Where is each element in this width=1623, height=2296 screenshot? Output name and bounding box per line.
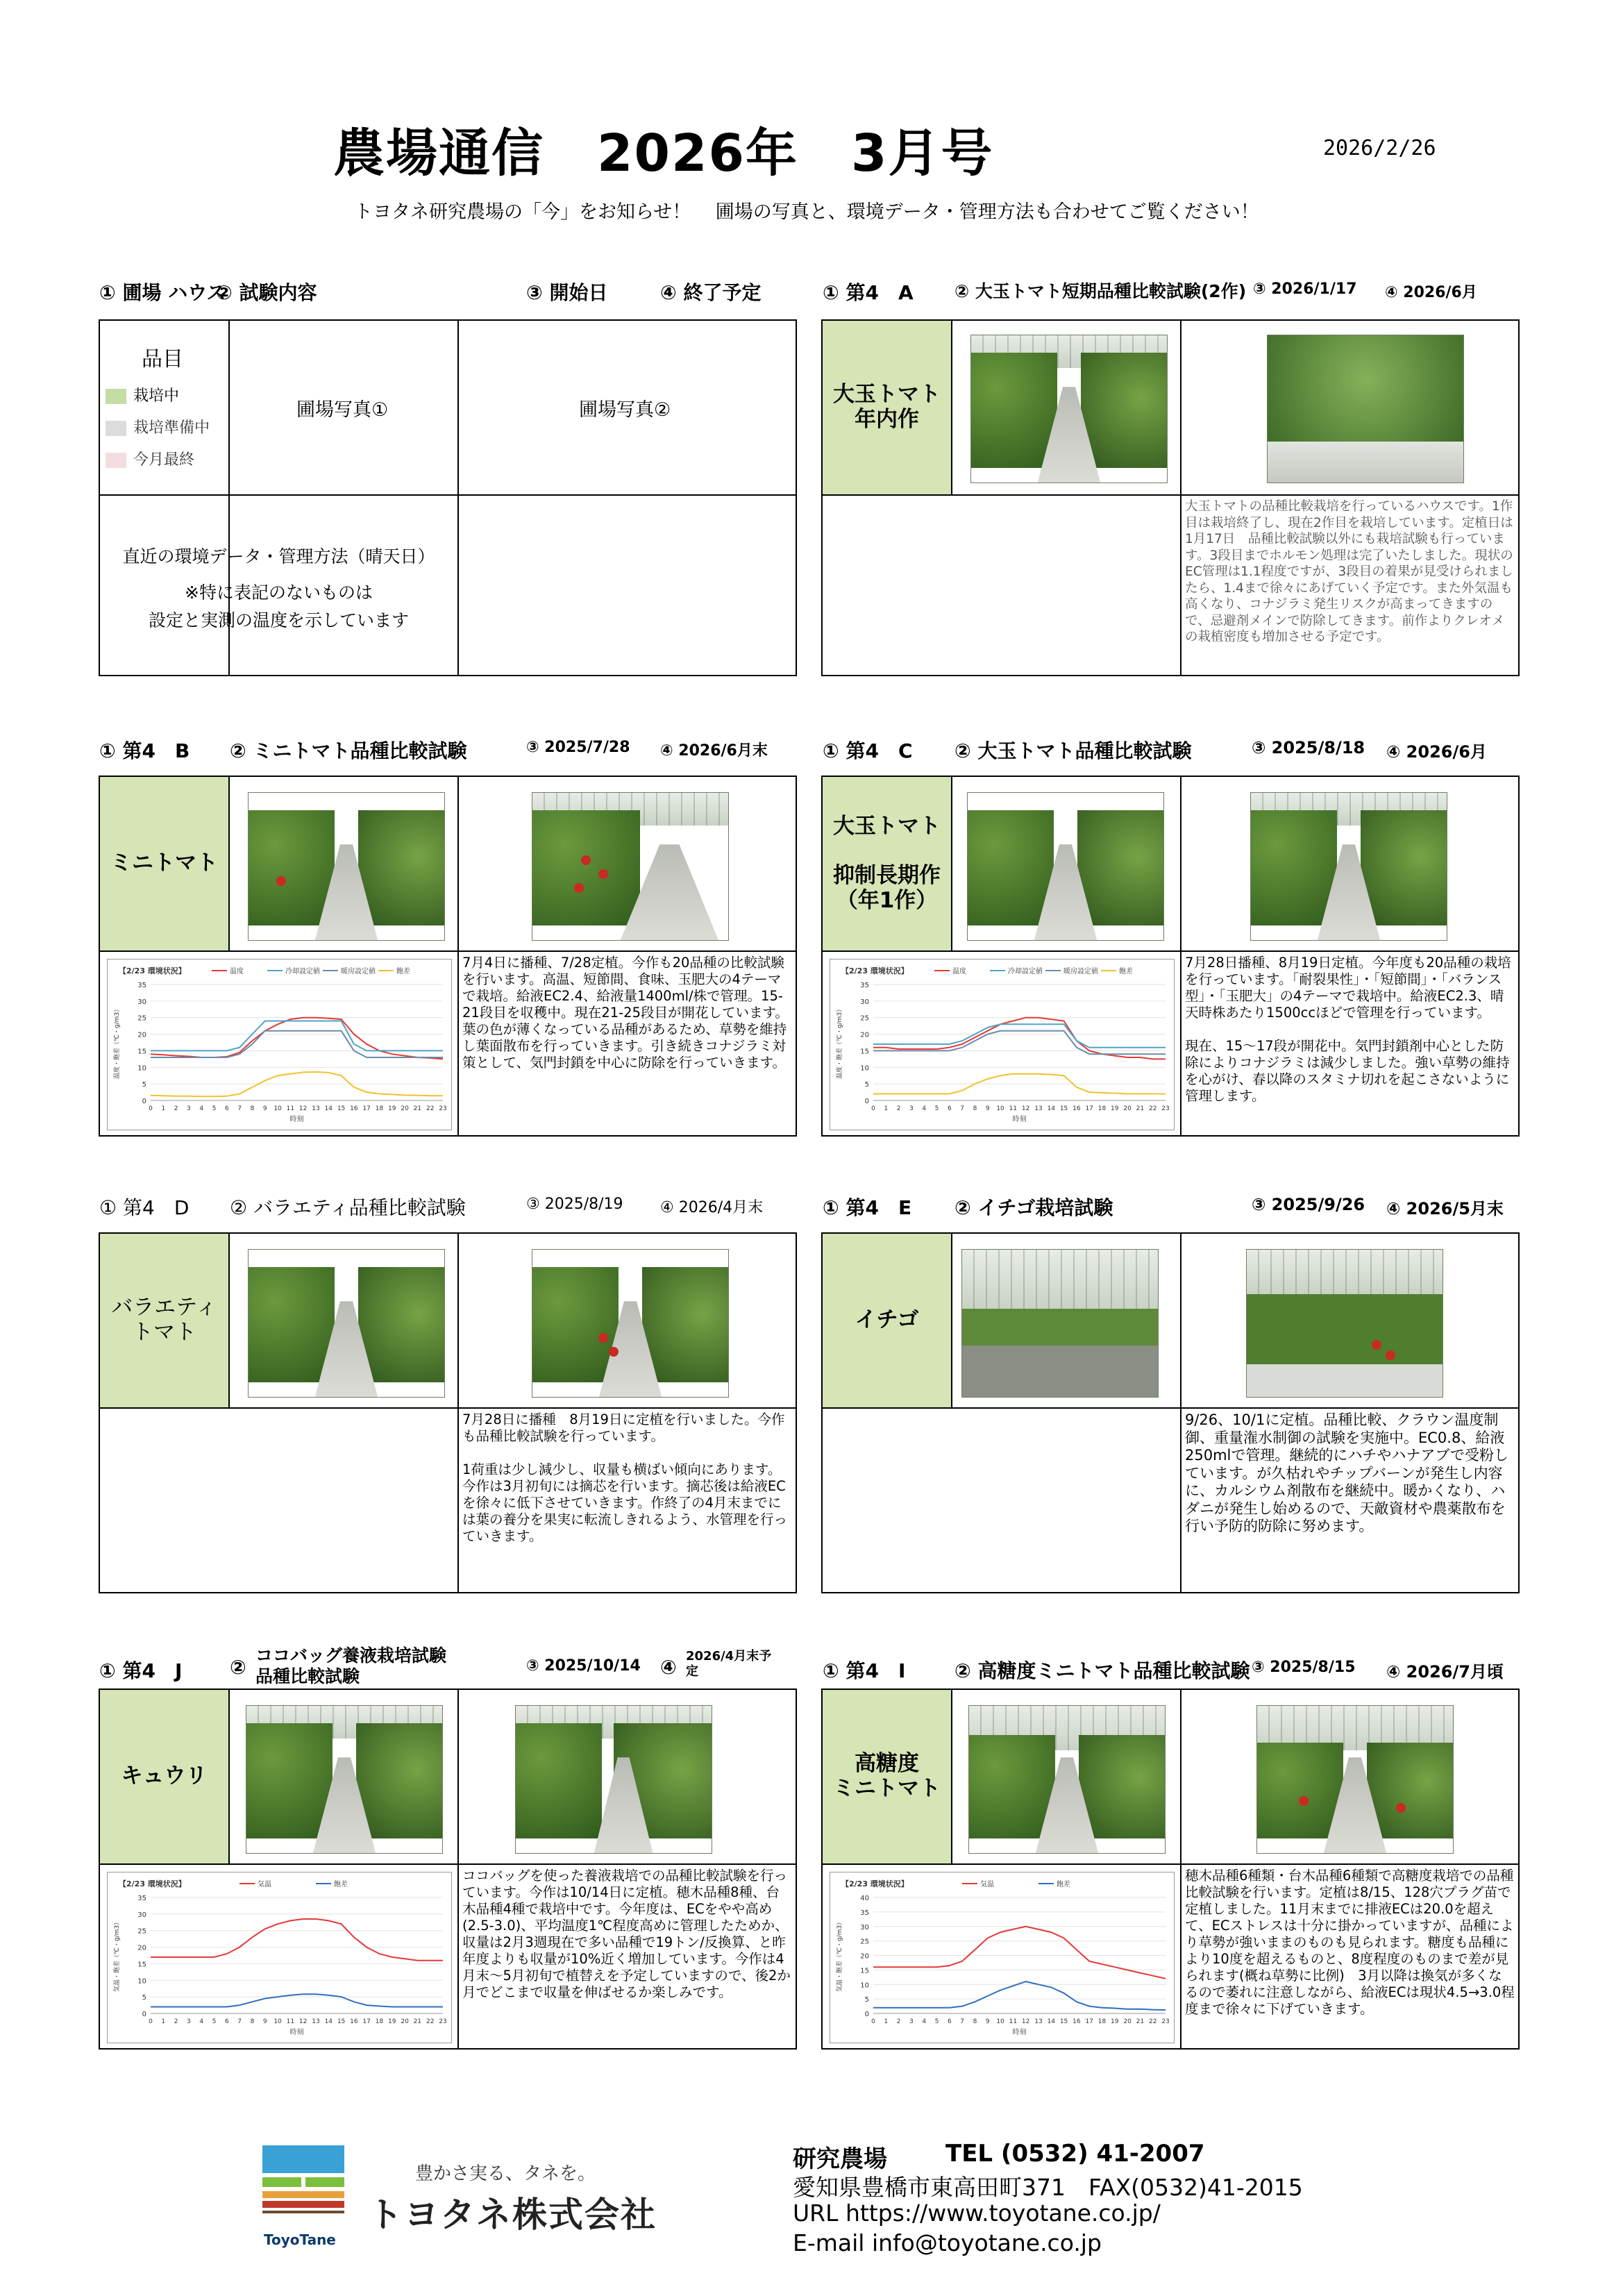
x-axis-label: 時刻 <box>289 1116 304 1123</box>
y-tick-label: 40 <box>860 1895 869 1902</box>
section-a-trial: ② 大玉トマト短期品種比較試験(2作) <box>955 281 1247 301</box>
x-tick-label: 0 <box>149 2018 153 2025</box>
section-b-house: ① 第4 B <box>99 739 190 762</box>
x-tick-label: 2 <box>174 1105 178 1112</box>
x-tick-label: 5 <box>934 1105 939 1112</box>
y-tick-label: 15 <box>137 1961 146 1969</box>
section-a-crop: 大玉トマト 年内作 <box>823 321 951 494</box>
x-tick-label: 13 <box>312 2018 320 2025</box>
y-tick-label: 25 <box>137 1927 146 1936</box>
issue-date: 2026/2/26 <box>1323 136 1436 160</box>
y-tick-label: 5 <box>864 1996 869 2004</box>
section-c-photo2 <box>1250 792 1447 941</box>
contact-tel: TEL (0532) 41-2007 <box>945 2140 1205 2168</box>
x-tick-label: 15 <box>337 1105 346 1112</box>
section-j-trial-line1: ココバッグ養液栽培試験 <box>255 1645 447 1666</box>
legend-color-list <box>106 387 227 491</box>
x-tick-label: 3 <box>187 2018 191 2025</box>
y-tick-label: 0 <box>142 2011 146 2018</box>
section-c-env-chart <box>830 959 1175 1130</box>
x-tick-label: 12 <box>1021 2018 1030 2025</box>
x-tick-label: 12 <box>1021 1105 1030 1112</box>
y-tick-label: 35 <box>860 982 869 989</box>
section-d-photo1 <box>248 1249 445 1398</box>
x-tick-label: 2 <box>896 2018 901 2025</box>
section-j-panel <box>99 1689 797 2050</box>
section-d-start: ③ 2025/8/19 <box>526 1196 623 1213</box>
x-tick-label: 20 <box>1123 2018 1132 2025</box>
x-tick-label: 1 <box>884 2018 889 2025</box>
series-line-0 <box>873 1927 1166 1979</box>
y-tick-label: 10 <box>137 1064 146 1073</box>
x-tick-label: 15 <box>337 2018 346 2025</box>
x-tick-label: 7 <box>237 2018 242 2025</box>
x-tick-label: 19 <box>388 2018 396 2025</box>
section-e-house: ① 第4 E <box>823 1196 912 1219</box>
x-tick-label: 22 <box>426 1105 435 1112</box>
x-tick-label: 5 <box>934 2018 939 2025</box>
x-tick-label: 20 <box>1123 1105 1132 1112</box>
x-tick-label: 9 <box>262 1105 267 1112</box>
x-tick-label: 5 <box>212 2018 217 2025</box>
section-e-photo2 <box>1246 1249 1443 1398</box>
section-j-description: ココバッグを使った養液栽培での品種比較試験を行っています。今作は10/14日に定植。穂木品種8種、台木品種4種で栽培中です。今年度は、ECをやや高め(2.5-3.0)、平均温度1℃程度高めに管理したためか、収量は2月3週現在で多い品種で19トン/反換算、と昨年度よりも収量が10%近く増加しています。今作は4月末～5月初旬で植替えを予定していますので、後2か月でどこまで収量を伸ばせるか楽しみです。 <box>462 1868 791 2000</box>
section-d-end: ④ 2026/4月末 <box>660 1199 764 1216</box>
x-tick-label: 1 <box>161 2018 166 2025</box>
contact-url[interactable]: URL https://www.toyotane.co.jp/ <box>793 2199 1161 2227</box>
legend-label-2: 暖房設定値 <box>1063 968 1098 975</box>
x-tick-label: 12 <box>298 2018 308 2025</box>
x-tick-label: 15 <box>1059 2018 1068 2025</box>
x-tick-label: 19 <box>388 1105 396 1112</box>
x-tick-label: 23 <box>1161 2018 1170 2025</box>
y-axis-label: 温度・飽差（℃・g/m3） <box>836 1005 843 1080</box>
x-tick-label: 10 <box>274 1105 282 1112</box>
legend-env-note: 直近の環境データ・管理方法（晴天日） ※特に表記のないものは 設定と実測の温度を示しています <box>122 546 435 630</box>
x-tick-label: 7 <box>960 2018 964 2025</box>
y-tick-label: 5 <box>142 1081 146 1089</box>
x-tick-label: 11 <box>1009 1105 1018 1112</box>
legend-h4: ④ 終了予定 <box>660 281 762 304</box>
company-name: トヨタネ株式会社 <box>368 2195 657 2235</box>
x-tick-label: 14 <box>324 1105 333 1112</box>
section-i-end: ④ 2026/7月頃 <box>1386 1662 1504 1682</box>
legend-growing: 栽培中 <box>106 387 179 406</box>
x-tick-label: 21 <box>1136 2018 1145 2025</box>
y-tick-label: 30 <box>860 1923 869 1932</box>
x-tick-label: 10 <box>996 1105 1004 1112</box>
contact-address: 愛知県豊橋市東高田町371 FAX(0532)41-2015 <box>793 2174 1303 2201</box>
y-tick-label: 5 <box>142 1994 146 2002</box>
y-tick-label: 15 <box>860 1967 869 1975</box>
y-tick-label: 25 <box>860 1938 869 1946</box>
x-tick-label: 14 <box>1047 1105 1055 1112</box>
x-tick-label: 10 <box>274 2018 282 2025</box>
x-tick-label: 11 <box>1009 2018 1018 2025</box>
section-e-photo1 <box>961 1249 1159 1398</box>
x-tick-label: 8 <box>973 2018 977 2025</box>
x-tick-label: 11 <box>286 1105 295 1112</box>
section-i-description: 穂木品種6種類・台木品種6種類で高糖度栽培での品種比較試験を行います。定植は8/15、128穴プラグ苗で定植しました。11月末までに排液ECは20.0を超えて、ECストレスは十分に掛かっていますが、品種により草勢が強いままのものも見られます。糖度も品種により10度を超えるものと、8度程度のものまで差が見られます(概ね草勢に比例) 3月以降は換気が多くなるので萎れに注意しながら、給液ECは現状4.5→3.0程度まで徐々に下げていきます。 <box>1185 1868 1515 2017</box>
section-j-house: ① 第4 J <box>99 1659 183 1682</box>
section-c-panel <box>821 776 1520 1137</box>
section-b-start: ③ 2025/7/28 <box>526 739 630 756</box>
x-tick-label: 0 <box>871 2018 875 2025</box>
x-tick-label: 18 <box>1098 2018 1107 2025</box>
chart-title: 【2/23 環境状況】 <box>841 1879 909 1888</box>
page-title: 農場通信 2026年 3月号 <box>333 124 994 183</box>
toyotane-logo <box>262 2145 344 2227</box>
y-tick-label: 15 <box>860 1048 869 1056</box>
x-tick-label: 8 <box>250 1105 255 1112</box>
series-line-1 <box>151 1021 443 1051</box>
x-tick-label: 22 <box>1148 1105 1157 1112</box>
section-a-photo2 <box>1267 335 1464 483</box>
x-tick-label: 4 <box>199 1105 204 1112</box>
x-axis-label: 時刻 <box>289 2029 304 2036</box>
legend-swatch-growing <box>106 389 126 404</box>
y-tick-label: 25 <box>137 1014 146 1023</box>
section-b-crop: ミニトマト <box>100 777 228 950</box>
section-c-trial: ② 大玉トマト品種比較試験 <box>955 739 1192 762</box>
x-tick-label: 9 <box>985 2018 990 2025</box>
section-d-house: ① 第4 D <box>99 1196 190 1219</box>
y-tick-label: 20 <box>137 1031 146 1039</box>
section-e-trial: ② イチゴ栽培試験 <box>955 1196 1113 1219</box>
section-b-photo2 <box>532 792 729 941</box>
x-tick-label: 20 <box>401 1105 409 1112</box>
section-j-photo2 <box>515 1705 712 1854</box>
x-tick-label: 1 <box>161 1105 166 1112</box>
x-tick-label: 2 <box>174 2018 178 2025</box>
x-tick-label: 13 <box>1034 1105 1043 1112</box>
x-tick-label: 1 <box>884 1105 889 1112</box>
legend-label-0: 温度 <box>952 968 966 975</box>
y-tick-label: 30 <box>137 998 146 1006</box>
section-c-crop: 大玉トマト 抑制長期作 （年1作） <box>823 777 951 950</box>
section-i-start: ③ 2025/8/15 <box>1252 1659 1356 1676</box>
contact-email[interactable]: E-mail info@toyotane.co.jp <box>793 2229 1102 2256</box>
series-line-1 <box>873 1024 1166 1047</box>
x-axis-label: 時刻 <box>1012 2029 1027 2036</box>
section-e-end: ④ 2026/5月末 <box>1386 1199 1504 1218</box>
x-tick-label: 7 <box>960 1105 964 1112</box>
y-tick-label: 30 <box>860 998 869 1006</box>
x-tick-label: 19 <box>1111 1105 1119 1112</box>
series-line-0 <box>151 1919 443 1961</box>
x-tick-label: 7 <box>237 1105 242 1112</box>
y-tick-label: 0 <box>864 1098 869 1105</box>
section-e-description: 9/26、10/1に定植。品種比較、クラウン温度制御、重量潅水制御の試験を実施中。EC0.8、給液250mlで管理。継続的にハチやハナアブで受粉しています。が久枯れやチップバーンが発生し内容に、カルシウム剤散布を継続中。暖かくなり、ハダニが発生し始めるので、天敵資材や農薬散布を行い予防的防除に努めます。 <box>1185 1411 1509 1534</box>
section-a-description: 大玉トマトの品種比較栽培を行っているハウスです。1作目は栽培終了し、現在2作目を栽培しています。定植日は1月17日 品種比較試験以外にも栽培試験も行っています。3段目までホルモン処理は完了いたしました。現状のEC管理は1.1程度ですが、3段目の着果が見受けられましたら、1.4まで徐々にあげていく予定です。また外気温も高くなり、コナジラミ発生リスクが高まってきますので、忌避剤メインで防除してきます。前作よりクレオメの栽植密度も増加させる予定です。 <box>1185 499 1513 644</box>
section-b-photo1 <box>248 792 445 941</box>
x-tick-label: 6 <box>947 1105 952 1112</box>
legend-item-title: 品目 <box>142 347 183 371</box>
section-a-photo1 <box>970 335 1168 483</box>
x-tick-label: 19 <box>1111 2018 1119 2025</box>
y-tick-label: 35 <box>137 1895 146 1902</box>
section-i-crop: 高糖度 ミニトマト <box>823 1690 951 1863</box>
x-tick-label: 21 <box>413 1105 422 1112</box>
y-axis-label: 気温・飽差（℃・g/m3） <box>836 1918 843 1993</box>
legend-label-0: 温度 <box>230 968 244 975</box>
legend-final-month: 今月最終 <box>106 451 194 470</box>
section-c-start: ③ 2025/8/18 <box>1252 738 1365 757</box>
brand-tagline: 豊かさ実る、タネを。 <box>415 2163 596 2184</box>
legend-label-1: 飽差 <box>1057 1881 1070 1888</box>
legend-h3: ③ 開始日 <box>526 281 608 304</box>
section-e-panel <box>821 1232 1520 1593</box>
section-a-house: ① 第4 A <box>823 281 914 304</box>
y-tick-label: 30 <box>137 1911 146 1919</box>
contact-title: 研究農場 <box>793 2145 887 2173</box>
x-tick-label: 17 <box>1085 1105 1093 1112</box>
x-tick-label: 23 <box>439 2018 447 2025</box>
x-tick-label: 22 <box>426 2018 435 2025</box>
legend-preparing: 栽培準備中 <box>106 419 210 438</box>
section-i-house: ① 第4 I <box>823 1659 906 1682</box>
x-tick-label: 8 <box>973 1105 977 1112</box>
legend-h1: ① 圃場 ハウス <box>99 281 226 304</box>
x-tick-label: 17 <box>1085 2018 1093 2025</box>
x-tick-label: 17 <box>362 1105 371 1112</box>
legend-label-1: 飽差 <box>334 1881 348 1888</box>
section-i-env-chart <box>830 1872 1175 2043</box>
section-i-photo1 <box>968 1705 1166 1854</box>
x-tick-label: 21 <box>1136 1105 1145 1112</box>
section-b-description: 7月4日に播種、7/28定植。今作も20品種の比較試験を行います。高温、短節間、食味、玉肥大の4テーマで栽培。給液EC2.4、給液量1400ml/株で管理。15-21段目を収穫中。現在21-25段目が開花しています。葉の色が薄くなっている品種があるため、草勢を維持し葉面散布を行っていきます。引き続きコナジラミ対策として、気門封鎖を中心に防除を行っていきます。 <box>462 955 789 1071</box>
legend-label-2: 暖房設定値 <box>341 968 376 975</box>
x-tick-label: 16 <box>1073 2018 1081 2025</box>
section-j-photo1 <box>246 1705 443 1854</box>
legend-panel <box>99 319 797 676</box>
y-tick-label: 10 <box>137 1977 146 1986</box>
legend-label-1: 冷却設定値 <box>285 968 320 975</box>
section-b-trial: ② ミニトマト品種比較試験 <box>230 739 467 762</box>
section-j-trial-num: ② <box>230 1656 246 1679</box>
legend-label-0: 気温 <box>258 1881 271 1888</box>
legend-swatch-final <box>106 453 126 468</box>
section-j-env-chart <box>107 1872 452 2043</box>
x-tick-label: 11 <box>286 2018 295 2025</box>
chart-title: 【2/23 環境状況】 <box>119 1879 186 1888</box>
x-tick-label: 9 <box>985 1105 990 1112</box>
legend-photo2-label: 圃場写真② <box>579 399 671 421</box>
section-d-panel <box>99 1232 797 1593</box>
legend-label-1: 冷却設定値 <box>1008 968 1043 975</box>
y-tick-label: 15 <box>137 1048 146 1056</box>
x-axis-label: 時刻 <box>1012 1116 1027 1123</box>
section-b-end: ④ 2026/6月末 <box>660 742 768 760</box>
section-a-end: ④ 2026/6月 <box>1385 284 1477 301</box>
section-d-description: 7月28日に播種 8月19日に定植を行いました。今作も品種比較試験を行っています。 1荷重は少し減少し、収量も横ばい傾向にあります。今作は3月初旬には摘芯を行います。摘芯後は給液ECを徐々に低下させていきます。作終了の4月末までには葉の養分を果実に転流しきれるよう、水管理を行っていきます。 <box>462 1411 788 1544</box>
logo-wordmark: ToyoTane <box>264 2231 336 2248</box>
section-j-start: ③ 2025/10/14 <box>526 1657 641 1675</box>
chart-title: 【2/23 環境状況】 <box>119 966 186 975</box>
section-i-photo2 <box>1256 1705 1454 1854</box>
section-e-start: ③ 2025/9/26 <box>1252 1195 1365 1214</box>
x-tick-label: 18 <box>375 2018 384 2025</box>
y-tick-label: 20 <box>137 1944 146 1952</box>
series-line-1 <box>151 1994 443 2006</box>
series-line-3 <box>151 1072 443 1096</box>
x-tick-label: 0 <box>871 1105 875 1112</box>
x-tick-label: 2 <box>896 1105 901 1112</box>
x-tick-label: 22 <box>1148 2018 1157 2025</box>
x-tick-label: 14 <box>1047 2018 1055 2025</box>
section-b-env-chart <box>107 959 452 1130</box>
x-tick-label: 18 <box>1098 1105 1107 1112</box>
x-tick-label: 4 <box>199 2018 204 2025</box>
x-tick-label: 21 <box>413 2018 422 2025</box>
y-tick-label: 10 <box>860 1981 869 1990</box>
y-tick-label: 10 <box>860 1064 869 1073</box>
y-axis-label: 気温・飽差（℃・g/m3） <box>114 1918 121 1993</box>
x-tick-label: 6 <box>224 2018 229 2025</box>
x-tick-label: 13 <box>1034 2018 1043 2025</box>
section-j-trial-line2: 品種比較試験 <box>255 1666 360 1686</box>
y-tick-label: 25 <box>860 1014 869 1023</box>
x-tick-label: 15 <box>1059 1105 1068 1112</box>
x-tick-label: 4 <box>922 2018 927 2025</box>
legend-label-0: 気温 <box>980 1881 994 1888</box>
section-c-end: ④ 2026/6月 <box>1386 742 1487 762</box>
y-tick-label: 20 <box>860 1031 869 1039</box>
x-tick-label: 20 <box>401 2018 409 2025</box>
legend-photo1-label: 圃場写真① <box>296 399 389 421</box>
legend-label-3: 飽差 <box>396 968 410 975</box>
y-axis-label: 温度・飽差（℃・g/m3） <box>114 1005 121 1080</box>
section-c-house: ① 第4 C <box>823 739 913 762</box>
section-a-panel <box>821 319 1520 676</box>
series-line-2 <box>151 1031 443 1057</box>
y-tick-label: 0 <box>142 1098 146 1105</box>
section-c-description: 7月28日播種、8月19日定植。今年度も20品種の栽培を行っています。「耐裂果性」・「短節間」・「バランス型」・「玉肥大」の4テーマで栽培中。給液EC2.3、晴天時株あたり1500ccほどで管理を行っています。 現在、15～17段が開花中。気門封鎖剤中心とした防除によりコナジラミは減少しました。強い草勢の維持を心がけ、春以降のスタミナ切れを起こさないように管理します。 <box>1185 955 1511 1104</box>
page-subtitle: トヨタネ研究農場の「今」をお知らせ！ 圃場の写真と、環境データ・管理方法も合わせてご覧ください！ <box>354 201 1259 223</box>
x-tick-label: 3 <box>187 1105 191 1112</box>
x-tick-label: 18 <box>375 1105 384 1112</box>
y-tick-label: 20 <box>860 1952 869 1961</box>
x-tick-label: 4 <box>922 1105 927 1112</box>
section-j-crop: キュウリ <box>100 1690 228 1863</box>
section-c-photo1 <box>967 792 1164 941</box>
section-i-panel <box>821 1689 1520 2050</box>
x-tick-label: 5 <box>212 1105 217 1112</box>
x-tick-label: 9 <box>262 2018 267 2025</box>
section-j-end-line2: 定 <box>686 1664 698 1679</box>
y-tick-label: 5 <box>864 1081 869 1089</box>
section-d-crop: バラエティ トマト <box>100 1234 228 1407</box>
y-tick-label: 35 <box>137 982 146 989</box>
legend-label-3: 飽差 <box>1119 968 1133 975</box>
x-tick-label: 12 <box>298 1105 308 1112</box>
x-tick-label: 17 <box>362 2018 371 2025</box>
section-d-trial: ② バラエティ品種比較試験 <box>230 1196 466 1219</box>
x-tick-label: 16 <box>350 2018 358 2025</box>
section-j-end-num: ④ <box>660 1656 677 1679</box>
x-tick-label: 3 <box>909 2018 914 2025</box>
section-i-trial: ② 高糖度ミニトマト品種比較試験 <box>955 1659 1250 1682</box>
x-tick-label: 3 <box>909 1105 914 1112</box>
x-tick-label: 16 <box>350 1105 358 1112</box>
legend-h2: ② 試験内容 <box>216 281 317 304</box>
y-tick-label: 35 <box>860 1909 869 1917</box>
series-line-0 <box>151 1018 443 1059</box>
x-tick-label: 6 <box>947 2018 952 2025</box>
chart-title: 【2/23 環境状況】 <box>841 966 909 975</box>
x-tick-label: 8 <box>250 2018 255 2025</box>
x-tick-label: 6 <box>224 1105 229 1112</box>
series-line-1 <box>873 1981 1166 2010</box>
x-tick-label: 0 <box>149 1105 153 1112</box>
legend-swatch-preparing <box>106 421 126 436</box>
section-j-end-line1: 2026/4月末予 <box>686 1649 772 1664</box>
y-tick-label: 0 <box>864 2011 869 2018</box>
x-tick-label: 14 <box>324 2018 333 2025</box>
x-tick-label: 23 <box>439 1105 447 1112</box>
section-d-photo2 <box>532 1249 729 1398</box>
x-tick-label: 13 <box>312 1105 320 1112</box>
x-tick-label: 10 <box>996 2018 1004 2025</box>
section-e-crop: イチゴ <box>823 1234 951 1407</box>
section-a-start: ③ 2026/1/17 <box>1253 280 1357 298</box>
x-tick-label: 16 <box>1073 1105 1081 1112</box>
x-tick-label: 23 <box>1161 1105 1170 1112</box>
section-b-panel <box>99 776 797 1137</box>
